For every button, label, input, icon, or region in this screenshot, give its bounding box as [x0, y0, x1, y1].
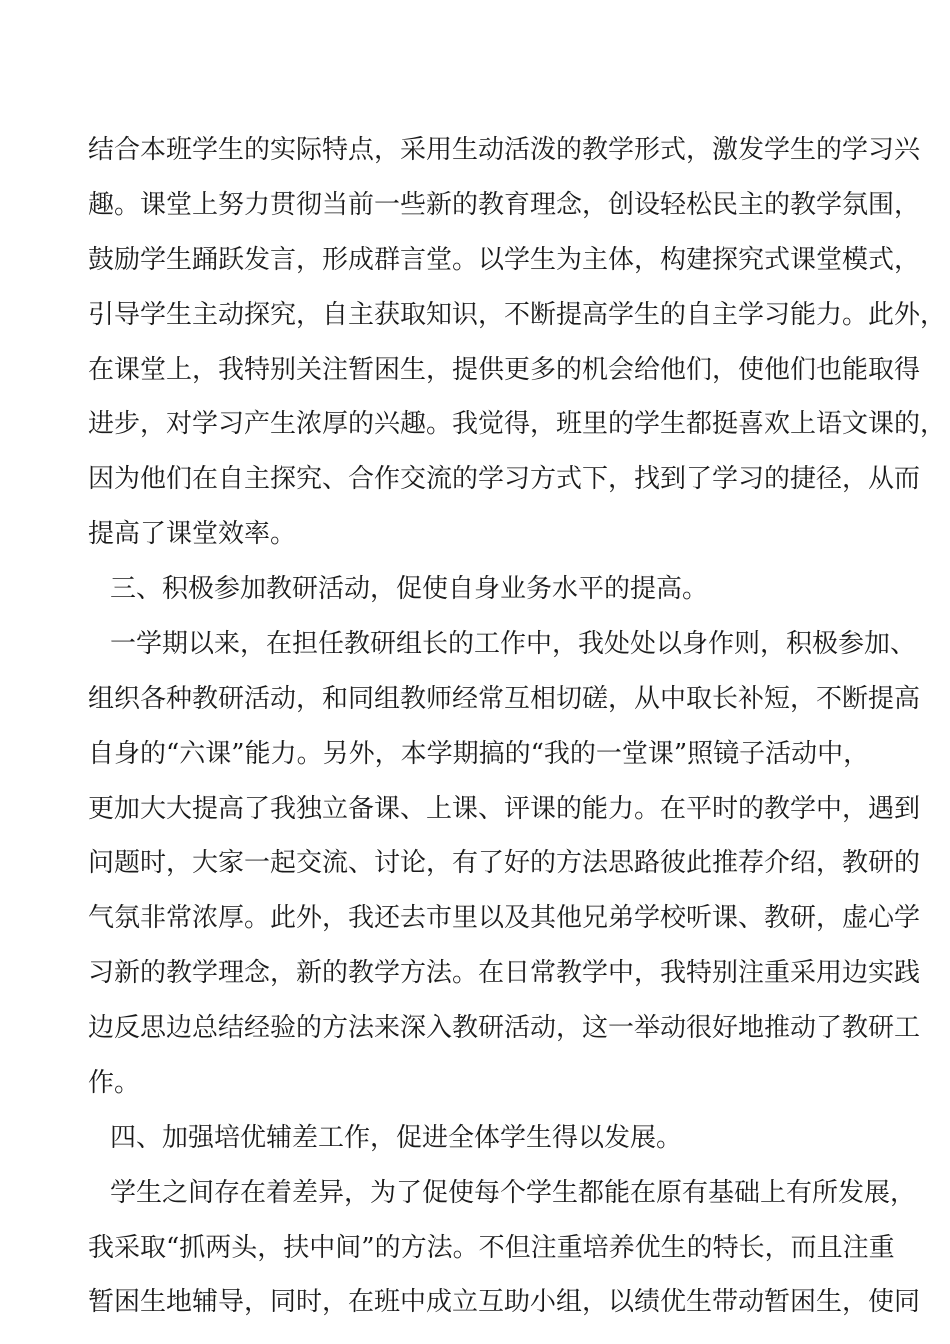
paragraph-line: 组织各种教研活动，和同组教师经常互相切磋，从中取长补短，不断提高: [88, 684, 921, 714]
paragraph-line: 气氛非常浓厚。此外，我还去市里以及其他兄弟学校听课、教研，虚心学: [88, 903, 921, 933]
paragraph-line: 边反思边总结经验的方法来深入教研活动，这一举动很好地推动了教研工: [88, 1013, 921, 1043]
paragraph-line: 我采取“抓两头，扶中间”的方法。不但注重培养优生的特长，而且注重: [88, 1233, 895, 1263]
paragraph-line: 鼓励学生踊跃发言，形成群言堂。以学生为主体，构建探究式课堂模式，: [88, 245, 921, 275]
paragraph-line: 学生之间存在着差异，为了促使每个学生都能在原有基础上有所发展，: [110, 1178, 917, 1208]
paragraph-line: 因为他们在自主探究、合作交流的学习方式下，找到了学习的捷径，从而: [88, 464, 921, 494]
paragraph-line: 趣。课堂上努力贯彻当前一些新的教育理念，创设轻松民主的教学氛围，: [88, 190, 921, 220]
section-heading: 四、加强培优辅差工作，促进全体学生得以发展。: [110, 1123, 683, 1153]
paragraph-line: 进步，对学习产生浓厚的兴趣。我觉得，班里的学生都挺喜欢上语文课的，: [88, 409, 947, 439]
paragraph-line: 更加大大提高了我独立备课、上课、评课的能力。在平时的教学中，遇到: [88, 794, 921, 824]
paragraph-line: 引导学生主动探究，自主获取知识，不断提高学生的自主学习能力。此外，: [88, 300, 947, 330]
paragraph-line: 作。: [88, 1068, 141, 1098]
paragraph-line: 自身的“六课”能力。另外，本学期搞的“我的一堂课”照镜子活动中，: [88, 739, 870, 769]
paragraph-line: 暂困生地辅导，同时，在班中成立互助小组，以绩优生带动暂困生，使同: [88, 1287, 921, 1317]
section-heading: 三、积极参加教研活动，促使自身业务水平的提高。: [110, 574, 709, 604]
paragraph-line: 一学期以来，在担任教研组长的工作中，我处处以身作则，积极参加、: [110, 629, 917, 659]
paragraph-line: 提高了课堂效率。: [88, 519, 297, 549]
paragraph-line: 问题时，大家一起交流、讨论，有了好的方法思路彼此推荐介绍，教研的: [88, 848, 921, 878]
paragraph-line: 习新的教学理念，新的教学方法。在日常教学中，我特别注重采用边实践: [88, 958, 921, 988]
paragraph-line: 在课堂上，我特别关注暂困生，提供更多的机会给他们，使他们也能取得: [88, 355, 921, 385]
paragraph-line: 结合本班学生的实际特点，采用生动活泼的教学形式，激发学生的学习兴: [88, 135, 921, 165]
